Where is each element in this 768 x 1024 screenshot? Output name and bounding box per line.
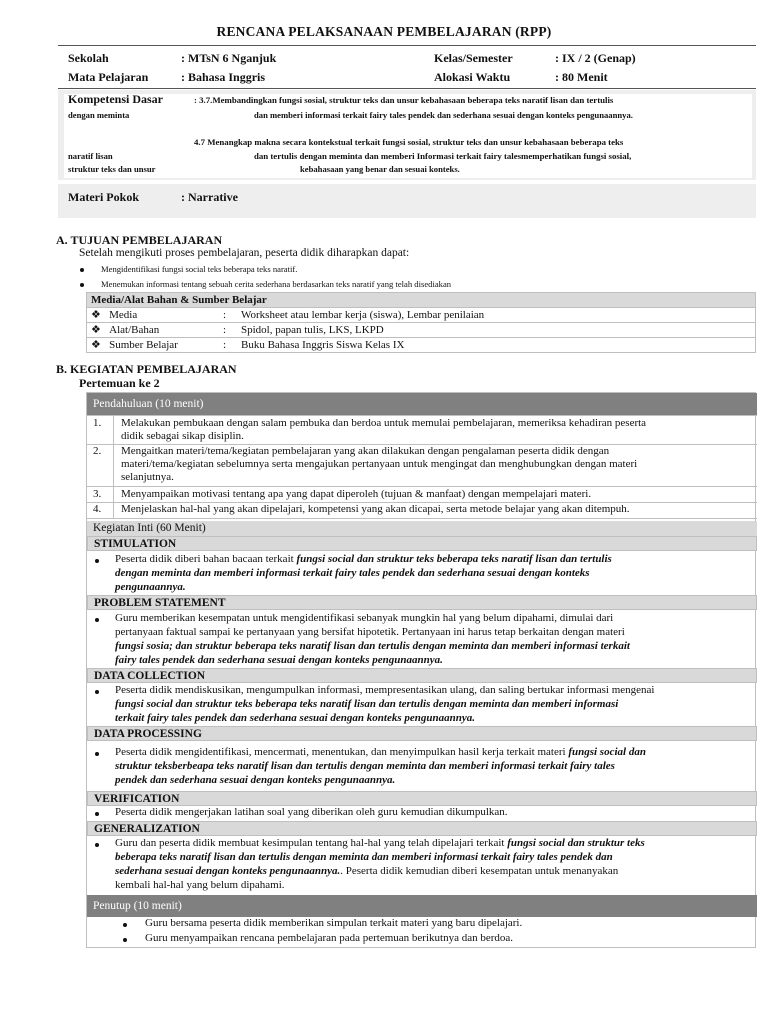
processing-line-3: pendek dan sederhana sesuai dengan konteks pengunaannya.	[115, 774, 396, 786]
materi-value: : Narrative	[181, 190, 238, 204]
problem-line-3: fungsi sosia; dan struktur beberapa teks naratif lisan dan tertulis dengan meminta dan memberi informasi terkait	[115, 640, 630, 652]
tujuan-item-2: Menemukan informasi tentang sebuah cerita sederhana berdasarkan teks naratif yang telah disediakan	[101, 279, 452, 289]
item-number: 3.	[93, 488, 102, 500]
alokasi-label: Alokasi Waktu	[434, 70, 511, 84]
processing-line-2: struktur teksberbeapa teks naratif lisan dan tertulis dengan meminta dan memberi informasi terkait fairy tales	[115, 760, 615, 772]
media-value-2: Spidol, papan tulis, LKS, LKPD	[237, 323, 756, 338]
pendahuluan-item-1-cont: didik sebagai sikap disiplin.	[121, 430, 244, 442]
problem-line-4: fairy tales pendek dan sederhana sesuai dengan konteks pengunaannya.	[115, 654, 443, 666]
generalization-line-4: kembali hal-hal yang belum dipahami.	[115, 879, 285, 891]
bullet-icon	[95, 752, 99, 756]
bullet-icon	[123, 923, 127, 927]
document-title: RENCANA PELAKSANAAN PEMBELAJARAN (RPP)	[216, 24, 552, 39]
collection-label: DATA COLLECTION	[87, 668, 757, 683]
problem-label: PROBLEM STATEMENT	[87, 595, 757, 610]
generalization-line-1: Guru dan peserta didik membuat kesimpulan tentang hal-hal yang telah dipelajari terkait fungsi social dan struktur teks	[115, 837, 645, 849]
divider	[58, 88, 756, 89]
mapel-label: Mata Pelajaran	[68, 70, 149, 84]
generalization-line-3: sederhana sesuai dengan konteks pengunaannya.. Peserta didik kemudian diberi kesempatan untuk menanyakan	[115, 865, 619, 877]
meeting-label: Pertemuan ke 2	[79, 376, 160, 390]
bullet-icon	[80, 283, 84, 287]
section-b-heading: B. KEGIATAN PEMBELAJARAN	[56, 362, 237, 376]
pendahuluan-item-4: Menjelaskan hal-hal yang akan dipelajari, kompetensi yang akan dicapai, serta metode belajar yang akan ditempuh.	[121, 503, 630, 515]
verification-line-1: Peserta didik mengerjakan latihan soal yang diberikan oleh guru kemudian dikumpulkan.	[115, 806, 508, 818]
problem-line-1: Guru memberikan kesempatan untuk mengidentifikasi sebanyak mungkin hal yang belum dipahami, dimulai dari	[115, 612, 614, 624]
diamond-bullet-icon: ❖	[91, 323, 101, 336]
kd2-left2: struktur teks dan unsur	[68, 164, 156, 174]
media-label-2: Alat/Bahan	[109, 323, 160, 336]
kd1-left: dengan meminta	[68, 110, 130, 120]
media-value-1: Worksheet atau lembar kerja (siswa), Lembar penilaian	[237, 308, 756, 323]
bullet-icon	[80, 268, 84, 272]
section-a-intro: Setelah mengikuti proses pembelajaran, peserta didik diharapkan dapat:	[79, 247, 410, 259]
penutup-item-1: Guru bersama peserta didik memberikan simpulan terkait materi yang baru dipelajari.	[145, 917, 523, 929]
generalization-line-2: beberapa teks naratif lisan dan tertulis dengan meminta dan memberi informasi terkait fairy tales pendek dan	[115, 851, 613, 863]
kelas-value: : IX / 2 (Genap)	[555, 51, 636, 65]
media-label-1: Media	[109, 308, 138, 321]
media-sep: :	[219, 308, 237, 323]
media-label-3: Sumber Belajar	[109, 338, 178, 351]
diamond-bullet-icon: ❖	[91, 338, 101, 351]
bullet-icon	[95, 618, 99, 622]
materi-box	[58, 184, 756, 218]
bullet-icon	[95, 559, 99, 563]
penutup-header: Penutup (10 menit)	[87, 895, 757, 917]
generalization-label: GENERALIZATION	[87, 821, 757, 836]
pendahuluan-header: Pendahuluan (10 menit)	[87, 393, 757, 415]
kd2-line3: kebahasaan yang benar dan sesuai konteks.	[300, 164, 460, 174]
stimulation-label: STIMULATION	[87, 536, 757, 551]
divider	[58, 45, 756, 46]
item-number: 1.	[93, 417, 102, 429]
tujuan-item-1: Mengidentifikasi fungsi social teks beberapa teks naratif.	[101, 264, 298, 274]
pendahuluan-item-2-cont: selanjutnya.	[121, 471, 174, 483]
item-number: 2.	[93, 445, 102, 457]
kegiatan-table	[86, 392, 756, 948]
bullet-icon	[95, 843, 99, 847]
section-a-heading: A. TUJUAN PEMBELAJARAN	[56, 233, 223, 247]
kd1-line2: dan memberi informasi terkait fairy tales pendek dan sederhana sesuai dengan konteks pengunaannya.	[254, 110, 633, 120]
inti-header: Kegiatan Inti (60 Menit)	[87, 521, 757, 536]
alokasi-value: : 80 Menit	[555, 70, 608, 84]
media-table	[86, 292, 756, 353]
diamond-bullet-icon: ❖	[91, 308, 101, 321]
media-sep: :	[219, 323, 237, 338]
stimulation-line-2: dengan meminta dan memberi informasi terkait fairy tales pendek dan sederhana sesuai dengan konteks	[115, 567, 590, 579]
materi-label: Materi Pokok	[68, 190, 139, 204]
problem-line-2: pertanyaan faktual sampai ke pertanyaan yang bersifat hipotetik. Pertanyaan ini harus tetap berkaitan dengan materi	[115, 626, 625, 638]
stimulation-line-1: Peserta didik diberi bahan bacaan terkait fungsi social dan struktur teks beberapa teks naratif lisan dan tertulis	[115, 553, 612, 565]
kd2-line2: dan tertulis dengan meminta dan memberi Informasi terkait fairy talesmemperhatikan fungsi sosial,	[254, 151, 632, 161]
bullet-icon	[123, 938, 127, 942]
bullet-icon	[95, 690, 99, 694]
sekolah-label: Sekolah	[68, 51, 109, 65]
bullet-icon	[95, 812, 99, 816]
media-heading: Media/Alat Bahan & Sumber Belajar	[87, 293, 756, 308]
stimulation-line-3: pengunaannya.	[115, 581, 186, 593]
penutup-item-2: Guru menyampaikan rencana pembelajaran pada pertemuan berikutnya dan berdoa.	[145, 932, 514, 944]
sekolah-value: : MTsN 6 Nganjuk	[181, 51, 277, 65]
collection-line-1: Peserta didik mendiskusikan, mengumpulkan informasi, mempresentasikan ulang, dan saling bertukar informasi mengenai	[115, 684, 655, 696]
kompetensi-label: Kompetensi Dasar	[68, 92, 163, 106]
pendahuluan-item-1: Melakukan pembukaan dengan salam pembuka dan berdoa untuk memulai pembelajaran, memeriksa kehadiran peserta	[121, 417, 647, 429]
pendahuluan-item-3: Menyampaikan motivasi tentang apa yang dapat diperoleh (tujuan & manfaat) dengan mempelajari materi.	[121, 488, 592, 500]
processing-line-1: Peserta didik mengidentifikasi, mencermati, menentukan, dan menyimpulkan hasil kerja terkait materi fungsi social dan	[115, 746, 646, 758]
collection-line-2: fungsi social dan struktur teks beberapa teks naratif lisan dan tertulis dengan meminta dan memberi informasi	[115, 698, 619, 710]
processing-label: DATA PROCESSING	[87, 726, 757, 741]
media-value-3: Buku Bahasa Inggris Siswa Kelas IX	[237, 338, 756, 353]
kd1-line1: : 3.7.Membandingkan fungsi sosial, struktur teks dan unsur kebahasaan beberapa teks naratif lisan dan tertulis	[194, 95, 614, 105]
kelas-label: Kelas/Semester	[434, 51, 513, 65]
kd2-left1: naratif lisan	[68, 151, 113, 161]
collection-line-3: terkait fairy tales pendek dan sederhana sesuai dengan konteks pengunaannya.	[115, 712, 475, 724]
item-number: 4.	[93, 503, 102, 515]
media-sep: :	[219, 338, 237, 353]
kd2-line1: 4.7 Menangkap makna secara kontekstual terkait fungsi sosial, struktur teks dan unsur kebahasaan beberapa teks	[194, 137, 624, 147]
verification-label: VERIFICATION	[87, 791, 757, 806]
pendahuluan-item-2-cont: materi/tema/kegiatan sebelumnya serta mengajukan pertanyaan untuk mengingat dan menghubungkan dengan materi	[121, 458, 638, 470]
pendahuluan-item-2: Mengaitkan materi/tema/kegiatan pembelajaran yang akan dilakukan dengan pengalaman peserta didik dengan	[121, 445, 610, 457]
mapel-value: : Bahasa Inggris	[181, 70, 266, 84]
